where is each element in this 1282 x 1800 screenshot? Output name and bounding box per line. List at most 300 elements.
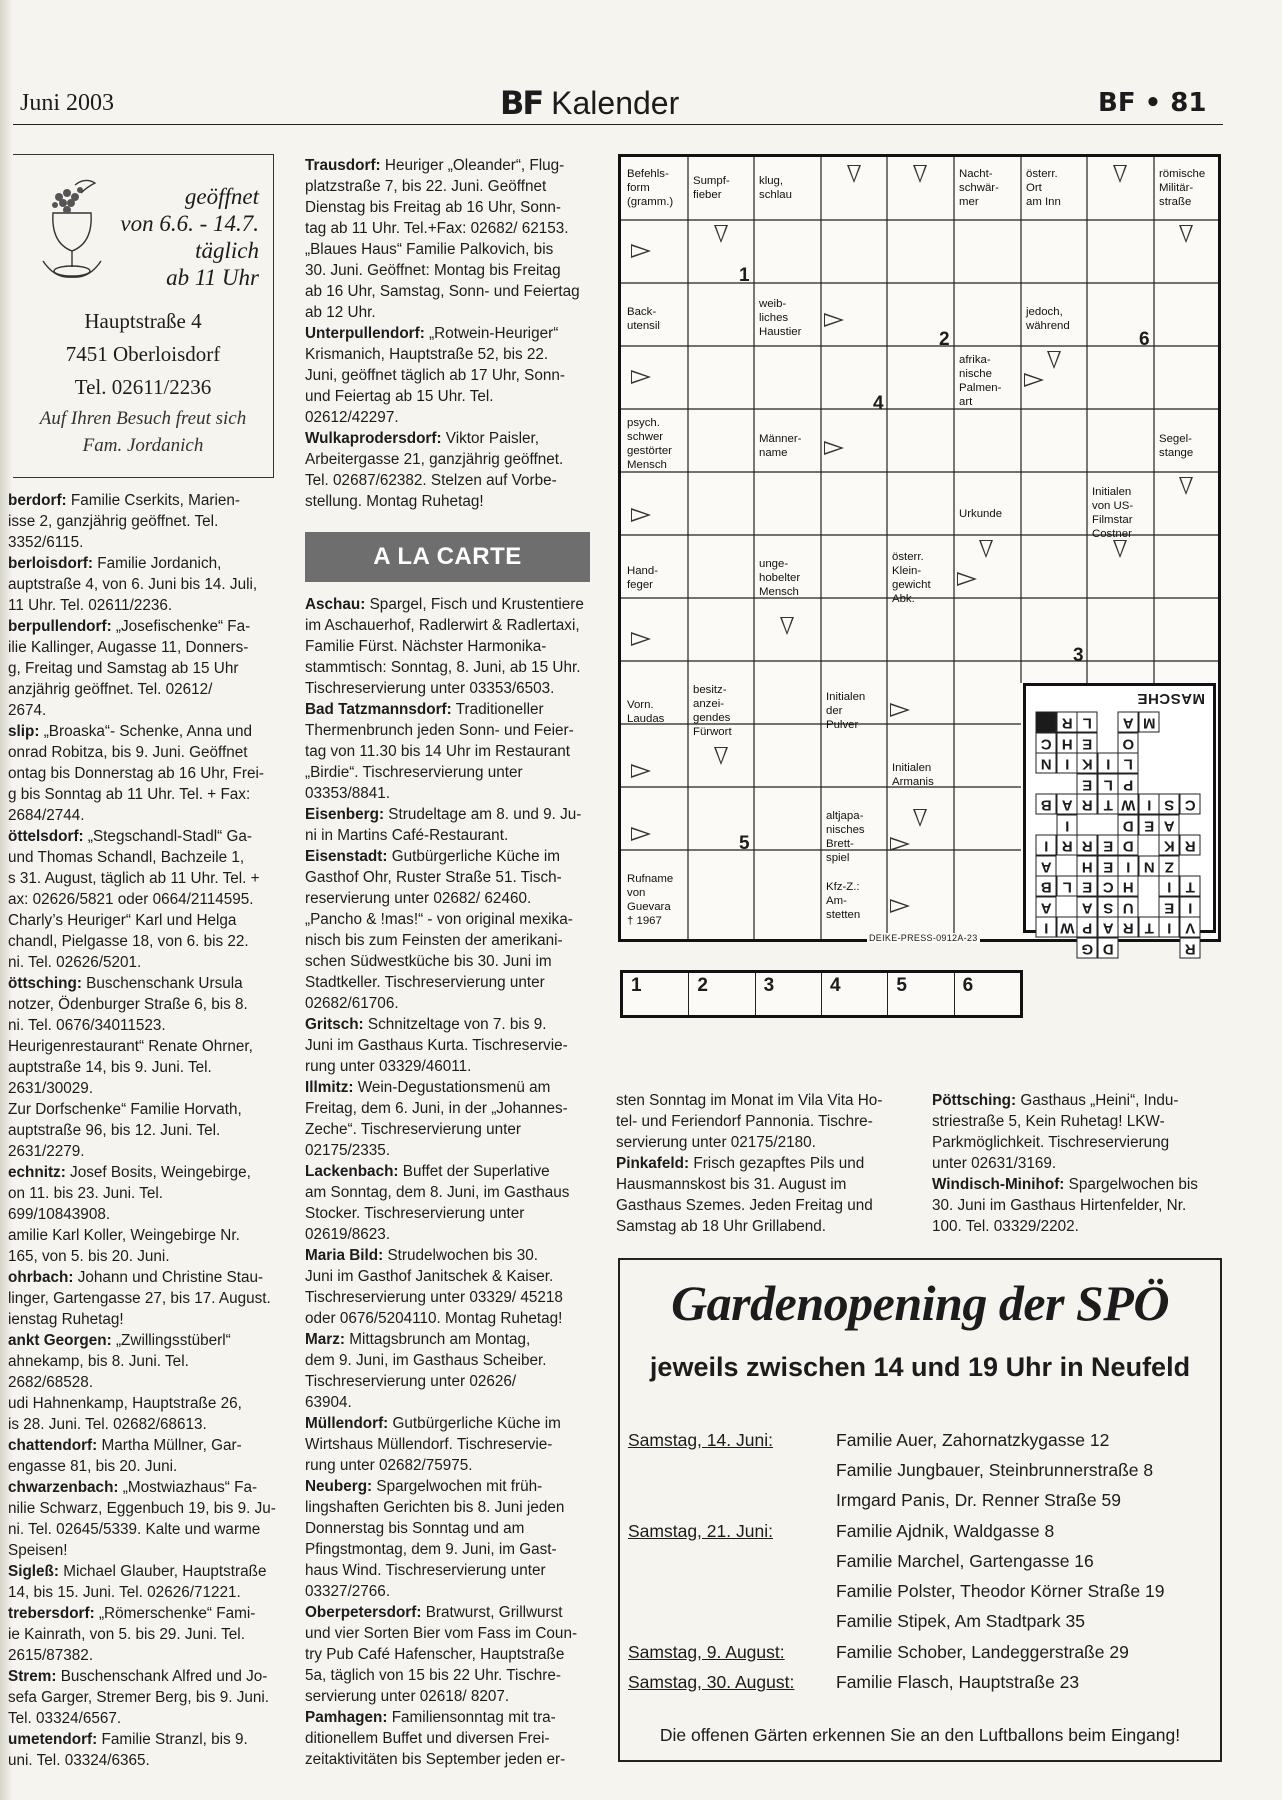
solution-cell: E: [1098, 856, 1119, 877]
listing-text: „Rotwein-Heuriger“ Krismanich, Hauptstraße 52, bis 22. Juni, geöffnet täglich ab 17 Uhr, Sonn- und Feiertag ab 15 Uhr. Tel. 02612/42297.: [305, 325, 565, 426]
listing-entry: [305, 1245, 590, 1329]
brand-logo: BF: [500, 84, 543, 122]
listing-text: „Stegschandl-Stadl“ Ga- und Thomas Schandl, Bachzeile 1, s 31. August, täglich ab 11 Uhr. Tel. + ax: 02626/5821 oder 0664/2114595. Charly’s Heuriger“ Karl und Helga chandl, Pielgasse 18, von 6. bis 22. ni. Tel. 02626/5201.: [8, 828, 260, 971]
solution-cell: [1159, 774, 1180, 795]
gardenopening-box: [618, 1258, 1222, 1762]
wine-glass-grapes-icon: [35, 173, 109, 283]
solution-cell: B: [1036, 794, 1057, 815]
solution-number: 5: [739, 833, 750, 854]
solution-number: 1: [739, 265, 750, 286]
solution-cell: I: [1118, 856, 1139, 877]
solution-number: 2: [939, 329, 950, 350]
open-line: geöffnet: [184, 184, 259, 209]
listing-entry: [8, 1561, 280, 1603]
heurigen-list-continued: [305, 155, 590, 512]
page-number: BF • 81: [1098, 88, 1207, 118]
listing-text: Spargelwochen mit früh- lingshaften Gerichten bis 8. Juni jeden Donnerstag bis Sonntag und am Pfingstmontag, dem 9. Juni, im Gast- haus Wind. Tischreservierung unter 03327/2766.: [305, 1478, 565, 1600]
clue: Rufname von Guevara † 1967: [627, 873, 674, 927]
solution-cell: [1057, 856, 1078, 877]
schedule-family: Familie Marchel, Gartengasse 16: [836, 1550, 1094, 1571]
solution-cell: V: [1180, 917, 1201, 938]
listing-place: Aschau:: [305, 596, 366, 613]
listing-entry: [305, 1077, 590, 1161]
clue: Initialen der Pulver: [826, 691, 866, 731]
solution-cell: E: [1098, 835, 1119, 856]
listing-place: Pamhagen:: [305, 1709, 388, 1726]
solution-cell: [1139, 897, 1160, 918]
clue: österr. Ort am Inn: [1026, 168, 1061, 208]
solution-cell: S: [1098, 897, 1119, 918]
solution-cell: I: [1057, 815, 1078, 836]
listing-entry: [8, 1330, 280, 1435]
listing-entry: [8, 1666, 280, 1729]
open-line: ab 11 Uhr: [166, 265, 259, 290]
solution-cell: T: [1139, 917, 1160, 938]
solution-cell: E: [1139, 815, 1160, 836]
listing-place: Unterpullendorf:: [305, 325, 425, 342]
listing-place: Maria Bild:: [305, 1247, 384, 1264]
crossword-puzzle: [618, 154, 1221, 957]
opening-times: [120, 183, 259, 291]
solution-cell: R: [1077, 835, 1098, 856]
schedule-family: Familie Ajdnik, Waldgasse 8: [836, 1520, 1055, 1541]
solution-cell: T: [1180, 876, 1201, 897]
listing-entry: [305, 804, 590, 846]
solution-cell: [1098, 733, 1119, 754]
schedule-family: Familie Flasch, Hauptstraße 23: [836, 1672, 1080, 1693]
listing-text: Spargelwochen bis 30. Juni im Gasthaus Hirtenfelder, Nr. 100. Tel. 03329/2202.: [932, 1176, 1198, 1235]
schedule-date: Samstag, 21. Juni:: [628, 1520, 773, 1541]
solution-cell: T: [1098, 794, 1119, 815]
answer-cell[interactable]: 1: [623, 973, 689, 1015]
listing-text: Schnitzeltage von 7. bis 9. Juni im Gasthaus Kurta. Tischreservie- rung unter 03329/46011.: [305, 1016, 568, 1075]
down-arrow-icon: [913, 165, 927, 183]
solution-cell: A: [1036, 856, 1057, 877]
listing-text: Strudeltage am 8. und 9. Ju- ni in Martins Café-Restaurant.: [305, 806, 582, 844]
solution-cell: H: [1057, 733, 1078, 754]
schedule-family: Familie Polster, Theodor Körner Straße 19: [836, 1581, 1165, 1602]
solution-cell: E: [1077, 733, 1098, 754]
listing-text: Buschenschank Ursula notzer, Ödenburger Straße 6, bis 8. ni. Tel. 0676/34011523. Heurigenrestaurant“ Renate Ohrner, auptstraße 14, bis 9. Juni. Tel. 2631/30029. Zur Dorfschenke“ Familie Horvath, auptstraße 96, bis 12. Juni. Tel. 2631/2279.: [8, 975, 253, 1160]
listing-entry: [305, 1476, 590, 1602]
listing-entry: [616, 1153, 906, 1237]
listing-place: Pinkafeld:: [616, 1155, 690, 1172]
listing-entry: [305, 1413, 590, 1476]
listing-entry: [8, 973, 280, 1162]
listing-text: Buffet der Superlative am Sonntag, dem 8. Juni, im Gasthaus Stocker. Tischreservierung unter 02619/8623.: [305, 1163, 570, 1243]
heurigen-entries: [305, 155, 590, 512]
listing-place: echnitz:: [8, 1164, 66, 1181]
right-arrow-icon: [631, 764, 651, 778]
listing-text: Josef Bosits, Weingebirge, on 11. bis 23. Juni. Tel. 699/10843908. amilie Karl Koller, Weingebirge Nr. 165, von 5. bis 20. Juni.: [8, 1164, 251, 1265]
solution-cell: D: [1118, 815, 1139, 836]
listing-text: sten Sonntag im Monat im Vila Vita Ho- tel- und Feriendorf Pannonia. Tischre- servierung unter 02175/2180.: [616, 1092, 883, 1151]
schedule-family: Familie Jungbauer, Steinbrunnerstraße 8: [836, 1459, 1154, 1480]
solution-cell: [1057, 774, 1078, 795]
listing-place: berpullendorf:: [8, 618, 112, 635]
solution-cell: [1057, 897, 1078, 918]
solution-cell: R: [1180, 938, 1201, 959]
gardenopening-footer: Die offenen Gärten erkennen Sie an den Luftballons beim Eingang!: [659, 1725, 1181, 1745]
right-arrow-icon: [890, 837, 910, 851]
listing-text: „Römerschenke“ Fami- ie Kainrath, von 5. bis 29. Juni. Tel. 2615/87382.: [8, 1605, 256, 1664]
listing-place: Bad Tatzmannsdorf:: [305, 701, 452, 718]
crossword-solution-box: [1023, 683, 1216, 957]
solution-cell: [1180, 774, 1201, 795]
right-arrow-icon: [824, 313, 844, 327]
listing-entry: [932, 1090, 1222, 1174]
listing-entry: [305, 846, 590, 1014]
solution-grid: [1036, 712, 1200, 958]
open-line: täglich: [195, 238, 259, 263]
solution-cell: [1036, 712, 1057, 733]
right-arrow-icon: [1024, 373, 1044, 387]
clue: unge- hobelter Mensch: [759, 558, 801, 598]
answer-cell[interactable]: 6: [962, 975, 974, 996]
clue: Sumpf- fieber: [693, 175, 730, 201]
solution-cell: [1159, 712, 1180, 733]
solution-cell: [1139, 835, 1160, 856]
header-rule: [13, 124, 1223, 125]
solution-cell: [1159, 733, 1180, 754]
clue: psych. schwer gestörter Mensch: [627, 417, 672, 471]
solution-cell: [1180, 753, 1201, 774]
solution-cell: [1077, 815, 1098, 836]
schedule-row: [628, 1576, 1218, 1606]
solution-cell: [1098, 712, 1119, 733]
solution-cell: R: [1077, 794, 1098, 815]
schedule-row: [628, 1455, 1218, 1485]
listing-entry: [305, 1329, 590, 1413]
listing-place: Eisenberg:: [305, 806, 385, 823]
solution-cell: C: [1036, 733, 1057, 754]
solution-cell: R: [1118, 917, 1139, 938]
listing-place: berdorf:: [8, 492, 67, 509]
listing-place: chwarzenbach:: [8, 1479, 119, 1496]
section-name: Kalender: [551, 85, 680, 121]
solution-cell: E: [1077, 774, 1098, 795]
clue: Segel- stange: [1159, 433, 1194, 459]
heurigen-list-column: [8, 490, 280, 1771]
schedule-row: [628, 1486, 1218, 1516]
solution-cell: I: [1159, 917, 1180, 938]
listing-text: „Broaska“- Schenke, Anna und onrad Robitza, bis 9. Juni. Geöffnet ontag bis Donnerstag ab 16 Uhr, Frei- g bis Sonntag ab 11 Uhr. Tel. + Fax: 2684/2744.: [8, 723, 264, 824]
answer-cell[interactable]: 3: [756, 973, 822, 1015]
solution-cell: A: [1036, 897, 1057, 918]
listing-text: Frisch gezapftes Pils und Hausmannskost bis 31. August im Gasthaus Szemes. Jeden Freitag und Samstag ab 18 Uhr Grillabend.: [616, 1155, 873, 1235]
schedule-row: [628, 1637, 1218, 1667]
a-la-carte-continued: [616, 1090, 906, 1237]
listing-place: Lackenbach:: [305, 1163, 399, 1180]
listing-place: öttsching:: [8, 975, 82, 992]
listing-entry: [8, 1162, 280, 1267]
listing-place: Müllendorf:: [305, 1415, 389, 1432]
ad-address: [13, 305, 273, 404]
listing-place: ankt Georgen:: [8, 1332, 112, 1349]
listing-place: chattendorf:: [8, 1437, 98, 1454]
solution-cell: I: [1139, 794, 1160, 815]
listing-text: Michael Glauber, Hauptstraße 14, bis 15. Juni. Tel. 02626/71221.: [8, 1563, 267, 1601]
solution-title: MASCHE: [1136, 690, 1205, 707]
solution-cell: [1159, 938, 1180, 959]
answer-cell[interactable]: 2: [689, 973, 755, 1015]
solution-cell: [1036, 774, 1057, 795]
solution-cell: I: [1057, 753, 1078, 774]
solution-cell: [1180, 815, 1201, 836]
solution-cell: N: [1139, 856, 1160, 877]
listing-text: „Josefischenke“ Fa- ilie Kallinger, Augasse 11, Donners- g, Freitag und Samstag ab 15 Uhr anzjährig geöffnet. Tel. 02612/ 2674.: [8, 618, 251, 719]
garden-schedule: [628, 1425, 1218, 1698]
solution-cell: W: [1057, 917, 1078, 938]
schedule-date: Samstag, 9. August:: [628, 1641, 785, 1662]
clue: besitz- anzei- gendes Fürwort: [693, 684, 732, 738]
listing-text: Bratwurst, Grillwurst und vier Sorten Bier vom Fass im Coun- try Pub Café Hafenscher, Hauptstraße 5a, täglich von 15 bis 22 Uhr. Tischre- servierung unter 02618/ 8207.: [305, 1604, 578, 1705]
a-la-carte-continued-right: [932, 1090, 1222, 1237]
down-arrow-icon: [1179, 225, 1193, 243]
solution-cell: K: [1159, 835, 1180, 856]
solution-cell: [1118, 938, 1139, 959]
address-line: Hauptstraße 4: [84, 309, 202, 333]
listing-place: Neuberg:: [305, 1478, 373, 1495]
solution-cell: A: [1118, 712, 1139, 733]
solution-cell: D: [1098, 938, 1119, 959]
solution-cell: [1139, 938, 1160, 959]
listing-place: Windisch-Minihof:: [932, 1176, 1065, 1193]
solution-cell: O: [1118, 733, 1139, 754]
listing-text: Spargel, Fisch und Krustentiere im Aschauerhof, Radlerwirt & Radlertaxi, Familie Fürst. Nächster Harmonika- stammtisch: Sonntag, 8. Juni, ab 15 Uhr. Tischreservierung unter 03353/6503.: [305, 596, 584, 697]
solution-number: 6: [1139, 329, 1150, 350]
listing-text: Mittagsbrunch am Montag, dem 9. Juni, im Gasthaus Scheiber. Tischreservierung unter 02626/ 63904.: [305, 1331, 547, 1411]
listing-place: Wulkaprodersdorf:: [305, 430, 442, 447]
right-arrow-icon: [631, 632, 651, 646]
clue: jedoch, während: [1026, 306, 1070, 332]
answer-cell[interactable]: 4: [822, 973, 888, 1015]
ad-greeting: [13, 405, 273, 459]
solution-cell: Z: [1159, 856, 1180, 877]
solution-cell: L: [1098, 774, 1119, 795]
listing-entry: [305, 699, 590, 804]
clue: Kfz-Z.: Am- stetten: [826, 881, 861, 921]
heuriger-ad: [13, 154, 274, 478]
listing-text: Martha Müllner, Gar- engasse 81, bis 20. Juni.: [8, 1437, 242, 1475]
clue: Hand- feger: [627, 565, 659, 591]
listing-entry: [8, 1267, 280, 1330]
solution-cell: L: [1057, 876, 1078, 897]
listing-text: Traditioneller Thermenbrunch jeden Sonn- und Feier- tag von 11.30 bis 14 Uhr im Restaurant „Birdie“. Tischreservierung unter 03353/8841.: [305, 701, 574, 802]
down-arrow-icon: [979, 540, 993, 558]
solution-cell: A: [1057, 794, 1078, 815]
listing-place: Illmitz:: [305, 1079, 354, 1096]
solution-cell: L: [1077, 712, 1098, 733]
listing-text: Familie Stranzl, bis 9. uni. Tel. 03324/6365.: [8, 1731, 248, 1769]
solution-number: 4: [873, 393, 884, 414]
solution-cell: E: [1159, 897, 1180, 918]
listing-entry: [8, 1603, 280, 1666]
solution-cell: [1036, 938, 1057, 959]
clue: Initialen von US- Filmstar Costner: [1092, 486, 1134, 540]
solution-cell: A: [1159, 815, 1180, 836]
solution-cell: [1139, 876, 1160, 897]
listing-entry: [305, 428, 590, 512]
listing-entry: [8, 1435, 280, 1477]
solution-cell: C: [1180, 794, 1201, 815]
listing-entry: [8, 1729, 280, 1771]
solution-cell: [1180, 856, 1201, 877]
solution-cell: N: [1036, 753, 1057, 774]
schedule-date: Samstag, 14. Juni:: [628, 1429, 773, 1450]
down-arrow-icon: [1113, 165, 1127, 183]
listing-text: Gutbürgerliche Küche im Gasthof Ohr, Ruster Straße 51. Tisch- reservierung unter 02682/ 62460. „Pancho & !mas!“ - von original mexika- nisch bis zum Feinsten der amerikani- schen Südwestküche bis 30. Juni im Stadtkeller. Tischreservierung unter 02682/61706.: [305, 848, 573, 1012]
schedule-family: Familie Auer, Zahornatzkygasse 12: [836, 1429, 1110, 1450]
listing-place: Pöttsching:: [932, 1092, 1017, 1109]
down-arrow-icon: [1047, 351, 1061, 369]
clue: Nacht- schwär- mer: [959, 168, 999, 208]
listing-entry: [305, 1707, 590, 1770]
listing-entry: [305, 1161, 590, 1245]
schedule-family: Familie Schober, Landeggerstraße 29: [836, 1641, 1129, 1662]
section-title: [500, 84, 679, 122]
solution-cell: B: [1036, 876, 1057, 897]
listing-entry: [8, 616, 280, 721]
clue: römische Militär- straße: [1159, 168, 1206, 208]
listing-entry: [8, 826, 280, 973]
schedule-family: Familie Stipek, Am Stadtpark 35: [836, 1611, 1085, 1632]
clue: altjapa- nisches Brett- spiel: [826, 810, 865, 864]
solution-cell: [1159, 753, 1180, 774]
listing-text: Gasthaus „Heini“, Indu- striestraße 5, Kein Ruhetag! LKW- Parkmöglichkeit. Tischreservierung unter 02631/3169.: [932, 1092, 1179, 1172]
solution-cell: D: [1118, 835, 1139, 856]
listing-text: „Zwillingsstüberl“ ahnekamp, bis 8. Juni. Tel. 2682/68528. udi Hahnenkamp, Hauptstraße 26, is 28. Juni. Tel. 02682/68613.: [8, 1332, 242, 1433]
solution-cell: I: [1180, 897, 1201, 918]
schedule-row: [628, 1546, 1218, 1576]
solution-cell: I: [1159, 876, 1180, 897]
listing-text: Gutbürgerliche Küche im Wirtshaus Müllendorf. Tischreservie- rung unter 02682/75975.: [305, 1415, 561, 1474]
solution-cell: U: [1118, 897, 1139, 918]
gardenopening-subtitle: jeweils zwischen 14 und 19 Uhr in Neufeld: [649, 1352, 1191, 1382]
answer-cell[interactable]: 5: [888, 973, 954, 1015]
greeting-line: Auf Ihren Besuch freut sich: [39, 408, 247, 429]
right-arrow-icon: [824, 441, 844, 455]
listing-text: „Mostwiazhaus“ Fa- nilie Schwarz, Eggenbuch 19, bis 9. Ju- ni. Tel. 02645/5339. Kalte und warme Speisen!: [8, 1479, 276, 1559]
solution-cell: P: [1118, 774, 1139, 795]
listing-entry: [305, 1602, 590, 1707]
open-line: von 6.6. - 14.7.: [120, 211, 259, 236]
solution-cell: [1057, 938, 1078, 959]
listing-entry: [8, 1477, 280, 1561]
listing-text: Johann und Christine Stau- linger, Gartengasse 27, bis 17. August. ienstag Ruhetag!: [8, 1269, 271, 1328]
clue: österr. Klein- gewicht Abk.: [892, 551, 931, 605]
a-la-carte-column: [305, 594, 590, 1770]
solution-answer-row: [620, 970, 1023, 1018]
address-line: 7451 Oberloisdorf: [65, 342, 221, 366]
listing-place: Marz:: [305, 1331, 345, 1348]
schedule-row: [628, 1607, 1218, 1637]
down-arrow-icon: [913, 809, 927, 827]
listing-place: Trausdorf:: [305, 157, 381, 174]
down-arrow-icon: [1113, 540, 1127, 558]
issue-date: Juni 2003: [20, 90, 115, 116]
listing-entry: [305, 155, 590, 323]
solution-cell: [1139, 753, 1160, 774]
solution-cell: P: [1077, 917, 1098, 938]
solution-cell: W: [1118, 794, 1139, 815]
listing-place: Gritsch:: [305, 1016, 364, 1033]
clue: Initialen Armanis: [892, 762, 934, 788]
solution-cell: C: [1098, 876, 1119, 897]
puzzle-credit: DEIKE-PRESS-0912A-23: [869, 933, 978, 943]
right-arrow-icon: [890, 703, 910, 717]
listing-entry: [305, 323, 590, 428]
solution-cell: [1139, 774, 1160, 795]
listing-place: trebersdorf:: [8, 1605, 95, 1622]
listing-text: Strudelwochen bis 30. Juni im Gasthof Janitschek & Kaiser. Tischreservierung unter 03329/ 45218 oder 0676/5204110. Montag Ruhetag!: [305, 1247, 563, 1327]
listing-entry: [8, 721, 280, 826]
solution-cell: [1139, 733, 1160, 754]
right-arrow-icon: [631, 508, 651, 522]
listing-place: umetendorf:: [8, 1731, 98, 1748]
schedule-row: [628, 1516, 1218, 1546]
listing-text: Heuriger „Oleander“, Flug- platzstraße 7, bis 22. Juni. Geöffnet Dienstag bis Freitag ab 16 Uhr, Sonn- tag ab 11 Uhr. Tel.+Fax: 02682/ 62153. „Blaues Haus“ Familie Palkovich, bis 30. Juni. Geöffnet: Montag bis Freitag ab 16 Uhr, Samstag, Sonn- und Feiertag ab 12 Uhr.: [305, 157, 580, 321]
clue: Back- utensil: [627, 306, 660, 332]
greeting-line: Fam. Jordanich: [82, 435, 204, 456]
listing-place: Strem:: [8, 1668, 57, 1685]
right-arrow-icon: [631, 370, 651, 384]
clue: Befehls- form (gramm.): [627, 168, 674, 208]
solution-cell: I: [1036, 917, 1057, 938]
down-arrow-icon: [714, 747, 728, 765]
down-arrow-icon: [1179, 477, 1193, 495]
solution-cell: R: [1057, 835, 1078, 856]
solution-cell: K: [1077, 753, 1098, 774]
solution-cell: S: [1159, 794, 1180, 815]
gardenopening-title: Gardenopening der SPÖ: [671, 1275, 1169, 1331]
solution-cell: [1036, 815, 1057, 836]
listing-text: Viktor Paisler, Arbeitergasse 21, ganzjährig geöffnet. Tel. 02687/62382. Stelzen auf Vorbe- stellung. Montag Ruhetag!: [305, 430, 564, 510]
listing-place: Oberpetersdorf:: [305, 1604, 422, 1621]
solution-cell: I: [1036, 835, 1057, 856]
solution-cell: I: [1098, 753, 1119, 774]
listing-place: Sigleß:: [8, 1563, 59, 1580]
solution-cell: [1180, 712, 1201, 733]
solution-cell: R: [1180, 835, 1201, 856]
listing-text: Wein-Degustationsmenü am Freitag, dem 6. Juni, in der „Johannes- Zeche“. Tischreservierung unter 02175/2335.: [305, 1079, 568, 1159]
right-arrow-icon: [957, 572, 977, 586]
schedule-row: [628, 1425, 1218, 1455]
listing-entry: [8, 553, 280, 616]
listing-text: Familie Cserkits, Marien- isse 2, ganzjährig geöffnet. Tel. 3352/6115.: [8, 492, 241, 551]
solution-cell: H: [1077, 856, 1098, 877]
listing-place: berloisdorf:: [8, 555, 93, 572]
down-arrow-icon: [780, 617, 794, 635]
solution-number: 3: [1073, 645, 1084, 666]
listing-entry: [932, 1174, 1222, 1237]
down-arrow-icon: [847, 165, 861, 183]
down-arrow-icon: [714, 225, 728, 243]
listing-text: Familiensonntag mit tra- ditionellem Buffet und diversen Frei- zeitaktivitäten bis September jeden er-: [305, 1709, 566, 1768]
listing-place: öttelsdorf:: [8, 828, 84, 845]
phone-line: Tel. 02611/2236: [74, 375, 212, 399]
listing-entry: [305, 594, 590, 699]
clue: Männer- name: [759, 433, 802, 459]
solution-cell: A: [1077, 897, 1098, 918]
schedule-family: Irmgard Panis, Dr. Renner Straße 59: [836, 1490, 1121, 1511]
solution-cell: E: [1077, 876, 1098, 897]
listing-text: Buschenschank Alfred und Jo- sefa Garger, Stremer Berg, bis 9. Juni. Tel. 03324/6567.: [8, 1668, 270, 1727]
solution-cell: H: [1118, 876, 1139, 897]
a-la-carte-heading: A LA CARTE: [305, 532, 590, 582]
listing-place: ohrbach:: [8, 1269, 74, 1286]
listing-place: Eisenstadt:: [305, 848, 388, 865]
